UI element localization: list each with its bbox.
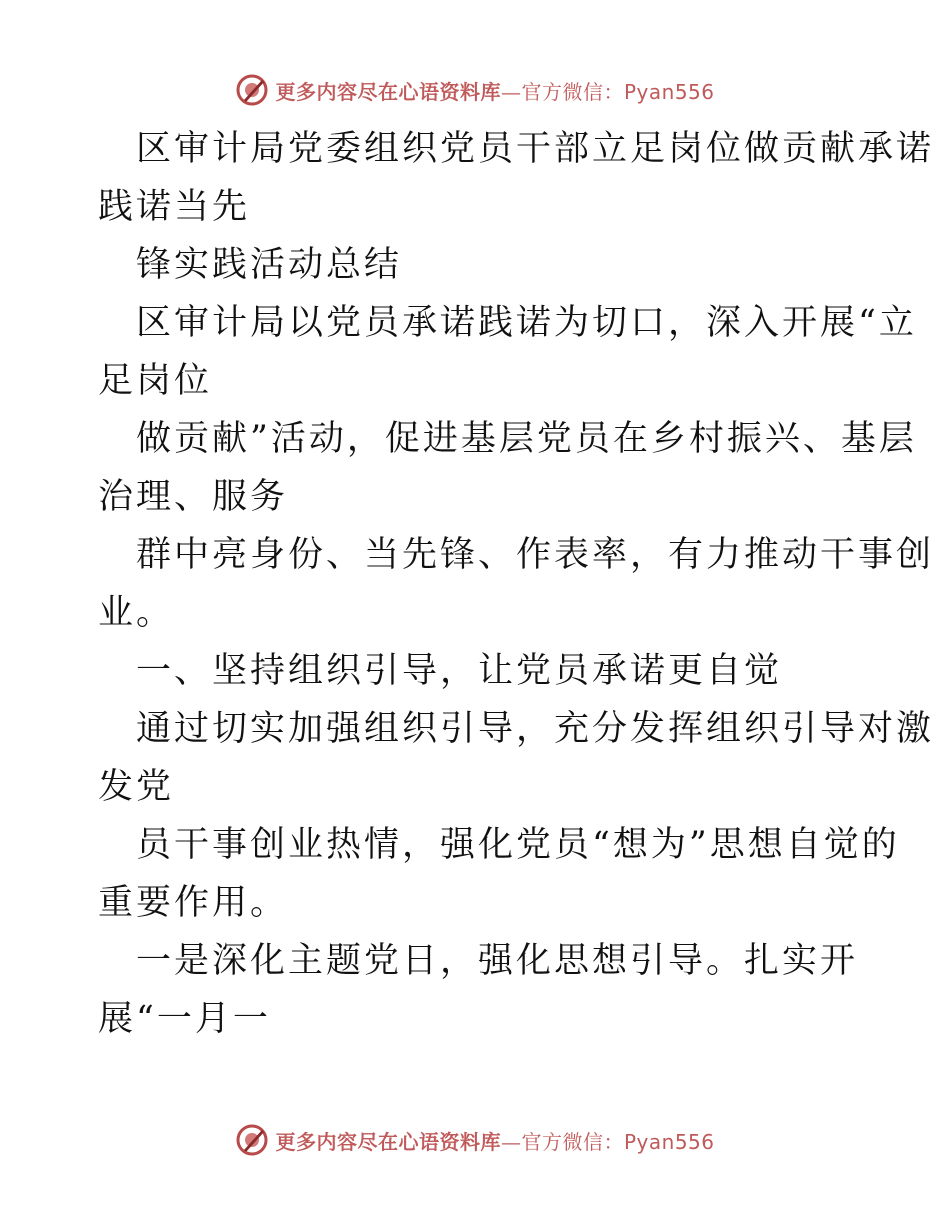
header-banner — [0, 70, 950, 110]
banner-site-text: 更多内容尽在心语资料库 — [275, 79, 501, 104]
body-line: 锋实践活动总结 — [136, 245, 403, 285]
body-line: 重要作用。 — [98, 883, 289, 923]
body-line: 区审计局党委组织党员干部立足岗位做贡献承诺 — [136, 129, 935, 169]
banner-contact-id: Pyan556 — [623, 1129, 715, 1154]
document-body — [98, 120, 935, 1048]
body-line: 一是深化主题党日，强化思想引导。扎实开 — [136, 941, 859, 981]
body-line: 展“一月一 — [98, 999, 271, 1039]
body-line: 践诺当先 — [98, 187, 251, 227]
body-line: 群中亮身份、当先锋、作表率，有力推动干事创 — [136, 535, 935, 575]
banner-contact-id: Pyan556 — [623, 79, 715, 104]
body-line: 通过切实加强组织引导，充分发挥组织引导对激 — [136, 709, 935, 749]
footer-banner — [0, 1120, 950, 1160]
body-line: 区审计局以党员承诺践诺为切口，深入开展“立 — [136, 303, 917, 343]
body-line: 发党 — [98, 767, 175, 807]
banner-contact — [501, 76, 715, 105]
banner-site-text: 更多内容尽在心语资料库 — [275, 1129, 501, 1154]
banner-contact — [501, 1126, 715, 1155]
body-line: 足岗位 — [98, 361, 213, 401]
banner-contact-label: —官方微信： — [500, 79, 624, 104]
body-line: 做贡献”活动，促进基层党员在乡村振兴、基层 — [136, 419, 917, 459]
pen-logo-icon — [235, 73, 269, 107]
body-line: 员干事创业热情，强化党员“想为”思想自觉的 — [136, 825, 900, 865]
body-line: 治理、服务 — [98, 477, 289, 517]
section-heading: 一、坚持组织引导，让党员承诺更自觉 — [136, 651, 783, 691]
pen-logo-icon — [235, 1123, 269, 1157]
banner-contact-label: —官方微信： — [500, 1129, 624, 1154]
body-line: 业。 — [98, 593, 175, 633]
